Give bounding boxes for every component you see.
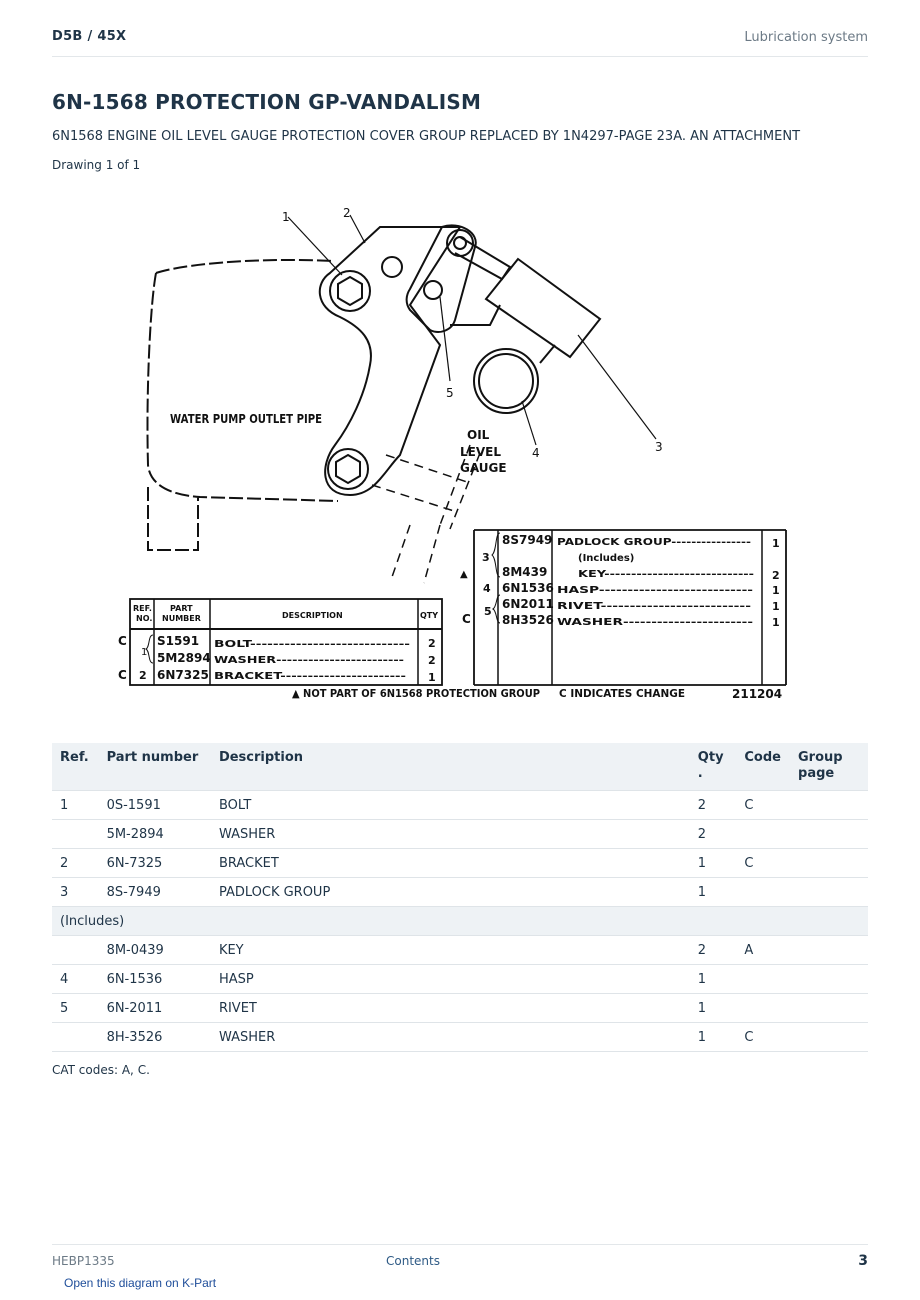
table-row [52,820,868,849]
cell-part-number: 5M-2894 [99,820,211,849]
rt-part-2: 8M439 [502,565,548,579]
cell-group-page [790,878,868,907]
cell-ref [52,820,99,849]
col-ref-1: REF. [133,604,152,613]
cell-description: RIVET [211,994,690,1023]
cell-qty: 2 [690,936,737,965]
label-oil: OIL [467,428,490,442]
callout-2: 2 [343,206,351,220]
lt-qty-0: 2 [428,637,436,650]
cell-code [736,965,790,994]
includes-note: (Includes) [52,907,868,936]
page-header [52,28,868,57]
rt-ref-3: 4 [483,582,491,595]
header-code: Code [736,743,790,791]
cell-description: HASP [211,965,690,994]
cell-part-number: 8H-3526 [99,1023,211,1052]
cell-part-number: 0S-1591 [99,791,211,820]
section-label: Lubrication system [744,30,868,45]
lt-qty-2: 1 [428,671,436,684]
cell-group-page [790,965,868,994]
rt-desc-1: (Includes) [578,553,635,564]
cell-part-number: 8S-7949 [99,878,211,907]
drawing-left-table [118,599,442,685]
lt-desc-2: BRACKET----------------------- [214,671,406,682]
cell-group-page [790,820,868,849]
lt-qty-1: 2 [428,654,436,667]
cell-group-page [790,1023,868,1052]
rt-desc-0: PADLOCK GROUP---------------- [557,537,751,548]
rt-part-4: 6N2011 [502,597,554,611]
table-row [52,965,868,994]
rt-mark-2: ▲ [460,569,468,580]
table-row [52,791,868,820]
cell-qty: 1 [690,878,737,907]
header-description: Description [211,743,690,791]
table-row [52,994,868,1023]
bracket-outline [320,227,460,495]
contents-link[interactable]: Contents [386,1254,440,1268]
kpart-link[interactable]: Open this diagram on K-Part [64,1276,217,1290]
cell-code [736,820,790,849]
cell-ref [52,936,99,965]
col-ref-2: NO. [136,614,153,623]
callout-3: 3 [655,440,663,454]
water-pump-pipe-outline [147,260,338,550]
lt-change-2: C [118,668,127,682]
drawing-right-table [460,530,786,685]
label-gauge: GAUGE [460,461,507,475]
cell-group-page [790,994,868,1023]
lt-ref-0: 1 [141,647,148,658]
col-desc: DESCRIPTION [282,611,343,620]
page-footer [52,1244,868,1275]
cell-code [736,994,790,1023]
cell-description: BRACKET [211,849,690,878]
rt-ref-4: 5 [484,605,492,618]
cell-code [736,878,790,907]
lt-part-0: S1591 [157,634,200,648]
table-row [52,878,868,907]
cell-group-page [790,849,868,878]
includes-note-row [52,907,868,936]
lt-desc-1: WASHER------------------------ [214,655,404,666]
parts-diagram[interactable] [110,195,800,715]
rt-qty-3: 1 [772,584,780,597]
lt-desc-0: BOLT---------------------------- [214,639,410,650]
header-qty: Qty . [690,743,737,791]
model-label: D5B / 45X [52,29,127,44]
cell-qty: 1 [690,994,737,1023]
label-water-pump: WATER PUMP OUTLET PIPE [170,412,322,426]
table-row [52,936,868,965]
cell-code: C [736,1023,790,1052]
lt-ref-2: 2 [139,669,147,682]
doc-id: HEBP1335 [52,1254,115,1268]
rt-desc-2: KEY---------------------------- [578,569,754,580]
lt-part-2: 6N7325 [157,668,209,682]
footnote-change: C INDICATES CHANGE [559,687,685,700]
rt-qty-5: 1 [772,616,780,629]
cell-description: BOLT [211,791,690,820]
rt-qty-4: 1 [772,600,780,613]
cell-qty: 1 [690,965,737,994]
footnote-not-part: ▲ NOT PART OF 6N1568 PROTECTION GROUP [292,687,540,700]
cell-ref: 1 [52,791,99,820]
cell-qty: 1 [690,1023,737,1052]
cell-description: PADLOCK GROUP [211,878,690,907]
page-title: 6N-1568 PROTECTION GP-VANDALISM [52,90,482,114]
table-row [52,849,868,878]
lt-part-1: 5M2894 [157,651,211,665]
page-number: 3 [858,1253,868,1269]
cell-part-number: 6N-7325 [99,849,211,878]
cell-part-number: 6N-2011 [99,994,211,1023]
cell-part-number: 6N-1536 [99,965,211,994]
cell-ref: 4 [52,965,99,994]
header-ref: Ref. [52,743,99,791]
cell-ref: 3 [52,878,99,907]
cell-description: WASHER [211,1023,690,1052]
cell-ref: 2 [52,849,99,878]
cell-ref: 5 [52,994,99,1023]
parts-table-header [52,743,868,791]
col-qty: QTY [420,611,439,620]
col-part-1: PART [170,604,193,613]
rt-ref-1: 3 [482,551,490,564]
cell-description: KEY [211,936,690,965]
cell-group-page [790,791,868,820]
rt-desc-5: WASHER----------------------- [557,617,753,628]
drawing-count: Drawing 1 of 1 [52,158,141,172]
cell-part-number: 8M-0439 [99,936,211,965]
rt-part-3: 6N1536 [502,581,554,595]
rt-part-5: 8H3526 [502,613,554,627]
col-part-2: NUMBER [162,614,201,623]
callout-5: 5 [446,386,454,400]
header-part-number: Part number [99,743,211,791]
rt-qty-2: 2 [772,569,780,582]
cell-code: C [736,791,790,820]
cell-code: A [736,936,790,965]
rt-qty-0: 1 [772,537,780,550]
oil-gauge-ring [474,349,538,413]
cell-qty: 1 [690,849,737,878]
label-level: LEVEL [460,445,501,459]
padlock-shackle [455,237,510,279]
cell-code: C [736,849,790,878]
page-subtitle: 6N1568 ENGINE OIL LEVEL GAUGE PROTECTION COVER GROUP REPLACED BY 1N4297-PAGE 23A. AN ATTACHMENT [52,129,801,144]
rt-desc-4: RIVET-------------------------- [557,601,751,612]
cell-description: WASHER [211,820,690,849]
rt-mark-5: C [462,612,471,626]
parts-table [52,743,868,1052]
lt-change-0: C [118,634,127,648]
footnote-number: 211204 [732,687,783,701]
cell-qty: 2 [690,820,737,849]
table-row [52,1023,868,1052]
callout-4: 4 [532,446,540,460]
cell-qty: 2 [690,791,737,820]
cell-ref [52,1023,99,1052]
rt-part-0: 8S7949 [502,533,553,547]
callout-1: 1 [282,210,290,224]
header-group-page: Group page [790,743,868,791]
cat-codes: CAT codes: A, C. [52,1063,150,1077]
cell-group-page [790,936,868,965]
rt-desc-3: HASP--------------------------- [557,585,753,596]
